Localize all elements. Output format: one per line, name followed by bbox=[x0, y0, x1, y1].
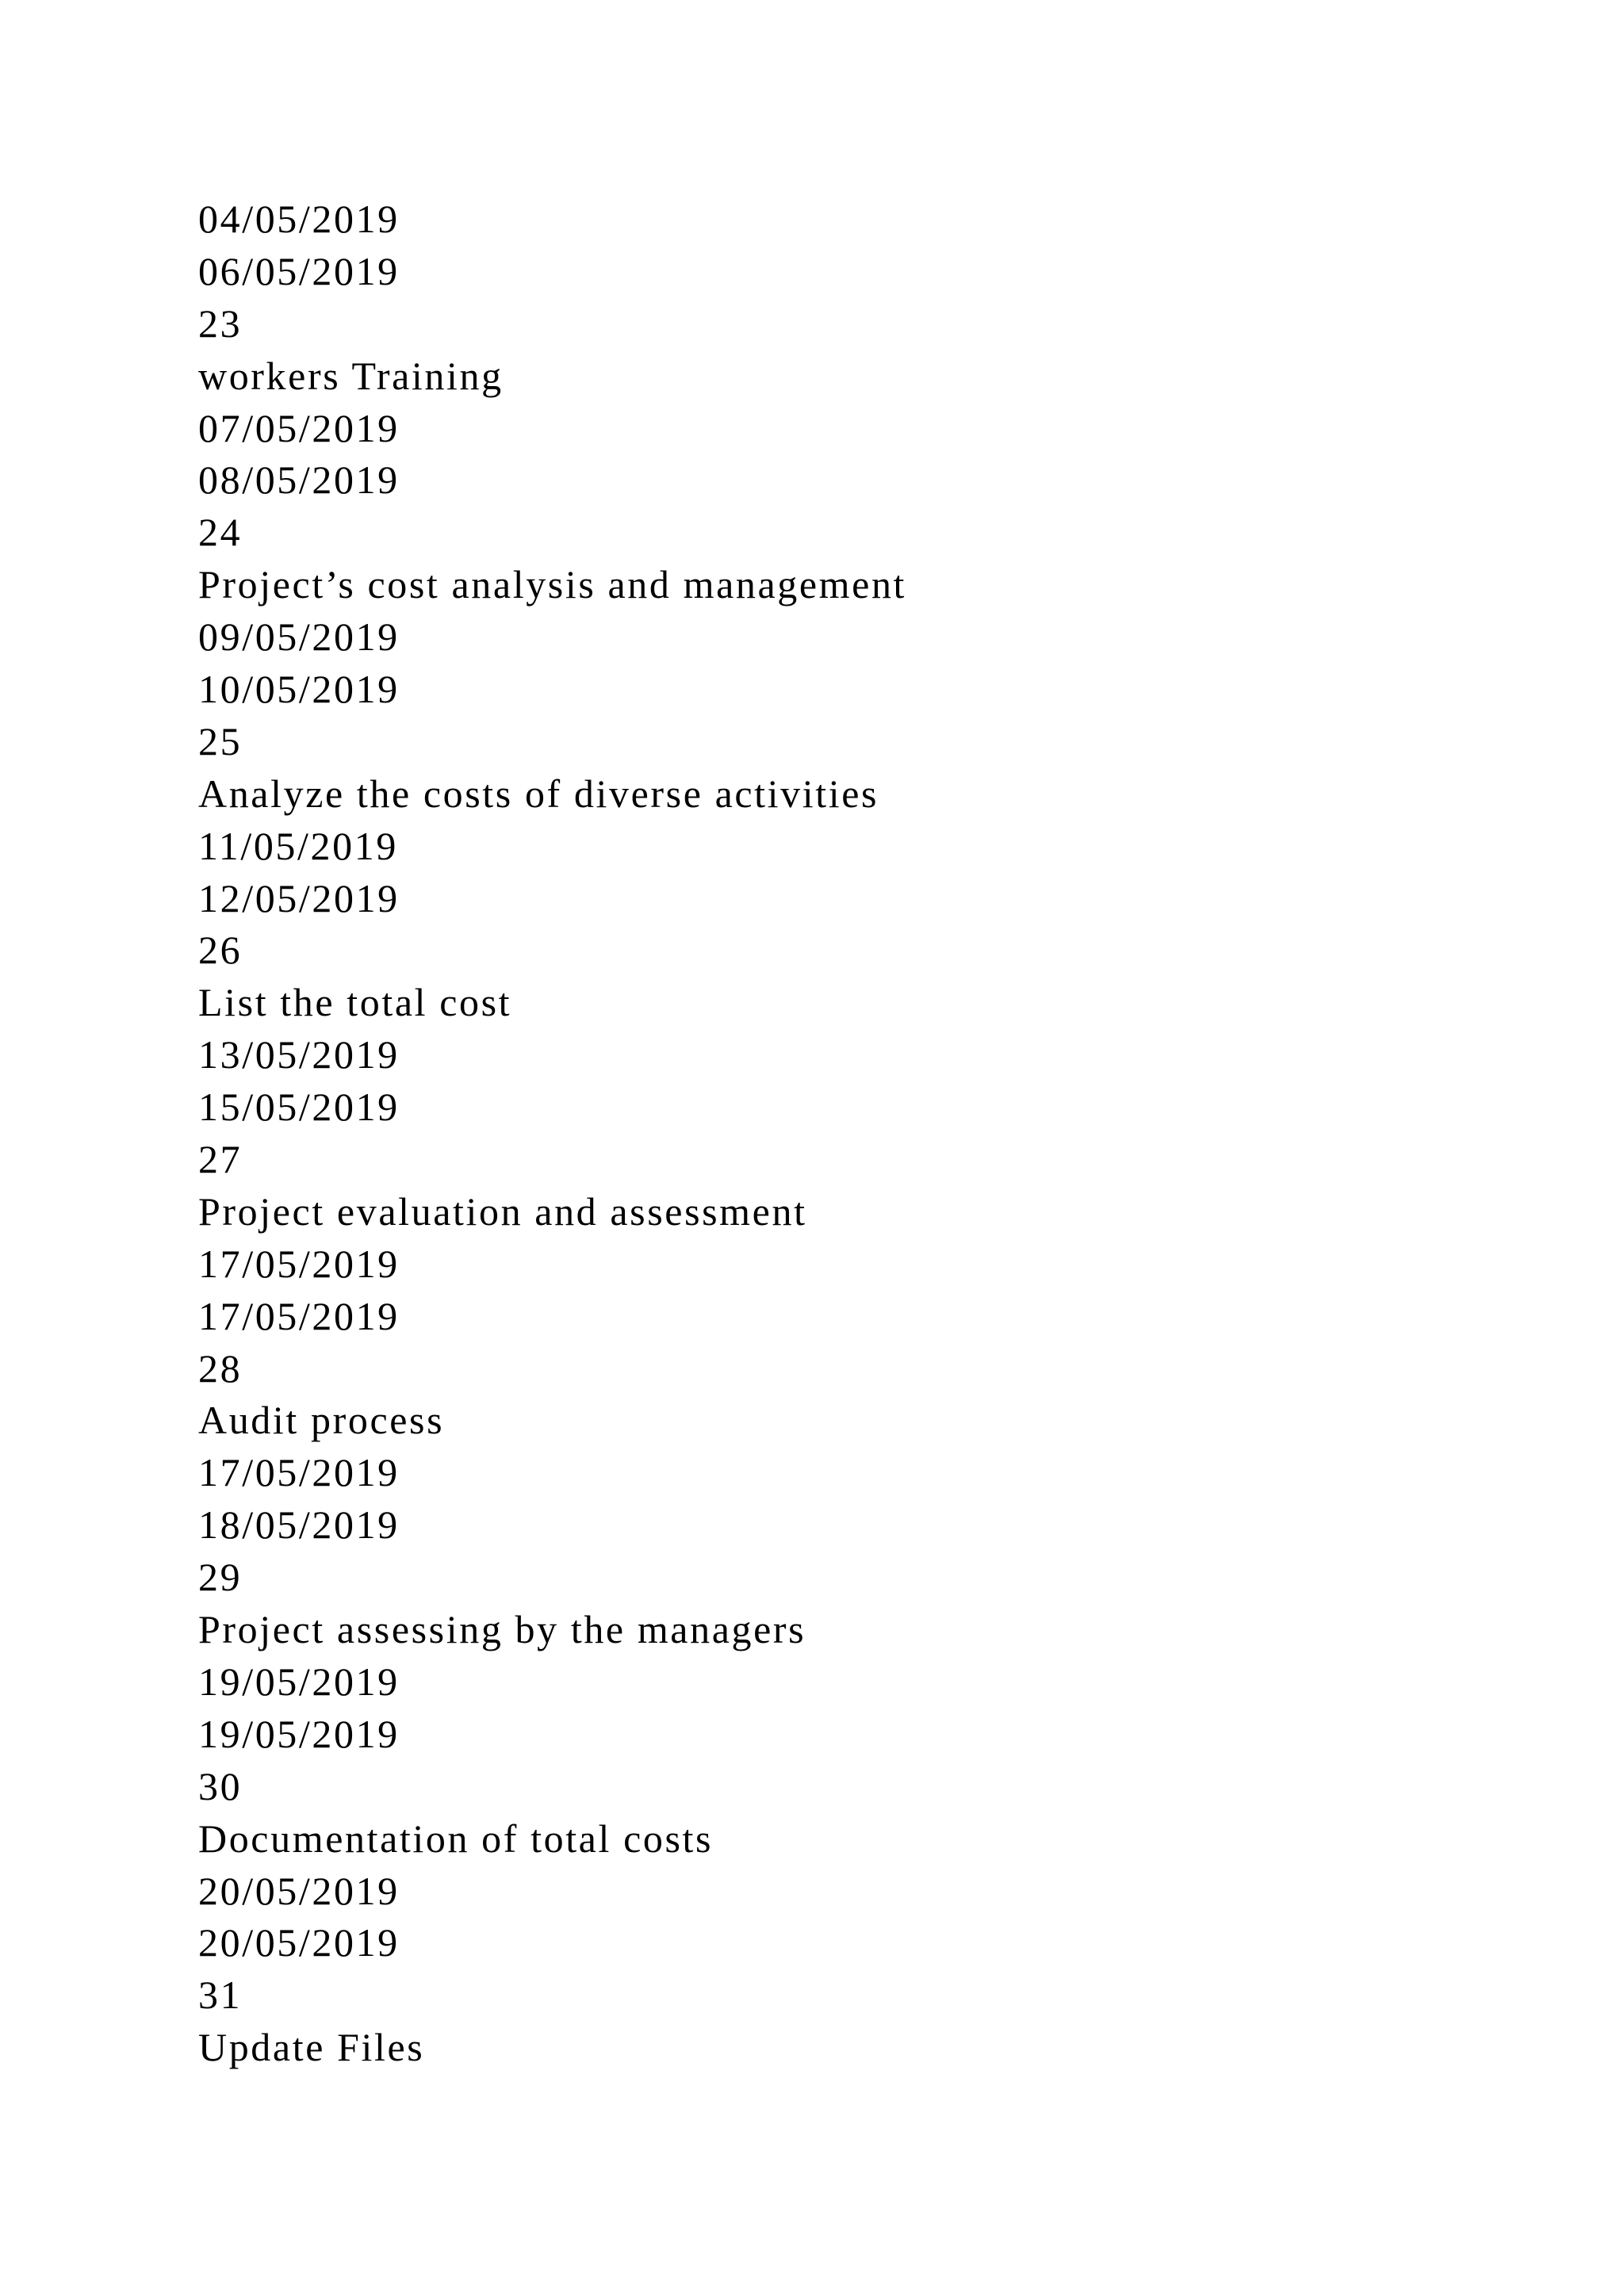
text-line: 26 bbox=[198, 928, 243, 973]
text-line: 19/05/2019 bbox=[198, 1659, 400, 1704]
text-line: workers Training bbox=[198, 353, 504, 398]
text-line: 17/05/2019 bbox=[198, 1241, 400, 1286]
text-line: 11/05/2019 bbox=[198, 823, 398, 868]
text-line: 17/05/2019 bbox=[198, 1293, 400, 1338]
text-line: List the total cost bbox=[198, 980, 512, 1025]
text-line: 15/05/2019 bbox=[198, 1085, 400, 1130]
text-line: Project assessing by the managers bbox=[198, 1607, 806, 1652]
text-line: 10/05/2019 bbox=[198, 667, 400, 712]
text-line: 07/05/2019 bbox=[198, 405, 400, 450]
text-line: 20/05/2019 bbox=[198, 1868, 400, 1913]
text-line: Audit process bbox=[198, 1398, 445, 1443]
text-line: 13/05/2019 bbox=[198, 1032, 400, 1077]
text-line: Project’s cost analysis and management bbox=[198, 562, 907, 607]
text-line: 12/05/2019 bbox=[198, 875, 400, 920]
text-line: 17/05/2019 bbox=[198, 1450, 400, 1495]
text-line: 28 bbox=[198, 1345, 243, 1391]
text-line: 31 bbox=[198, 1973, 243, 2018]
text-line: 04/05/2019 bbox=[198, 197, 400, 241]
text-line: Documentation of total costs bbox=[198, 1816, 714, 1861]
text-line: 18/05/2019 bbox=[198, 1502, 400, 1548]
text-line: 24 bbox=[198, 510, 243, 555]
text-line: 27 bbox=[198, 1137, 243, 1182]
text-line: 19/05/2019 bbox=[198, 1711, 400, 1756]
text-line: Analyze the costs of diverse activities bbox=[198, 771, 879, 816]
text-line: 25 bbox=[198, 718, 243, 763]
text-line: Update Files bbox=[198, 2025, 425, 2070]
text-line: 23 bbox=[198, 300, 243, 346]
text-line: 30 bbox=[198, 1763, 243, 1808]
text-line: 29 bbox=[198, 1555, 243, 1600]
document-text bbox=[198, 193, 906, 2074]
text-line: 09/05/2019 bbox=[198, 614, 400, 660]
text-line: Project evaluation and assessment bbox=[198, 1188, 807, 1234]
text-line: 20/05/2019 bbox=[198, 1920, 400, 1965]
text-line: 08/05/2019 bbox=[198, 457, 400, 503]
text-line: 06/05/2019 bbox=[198, 248, 400, 293]
